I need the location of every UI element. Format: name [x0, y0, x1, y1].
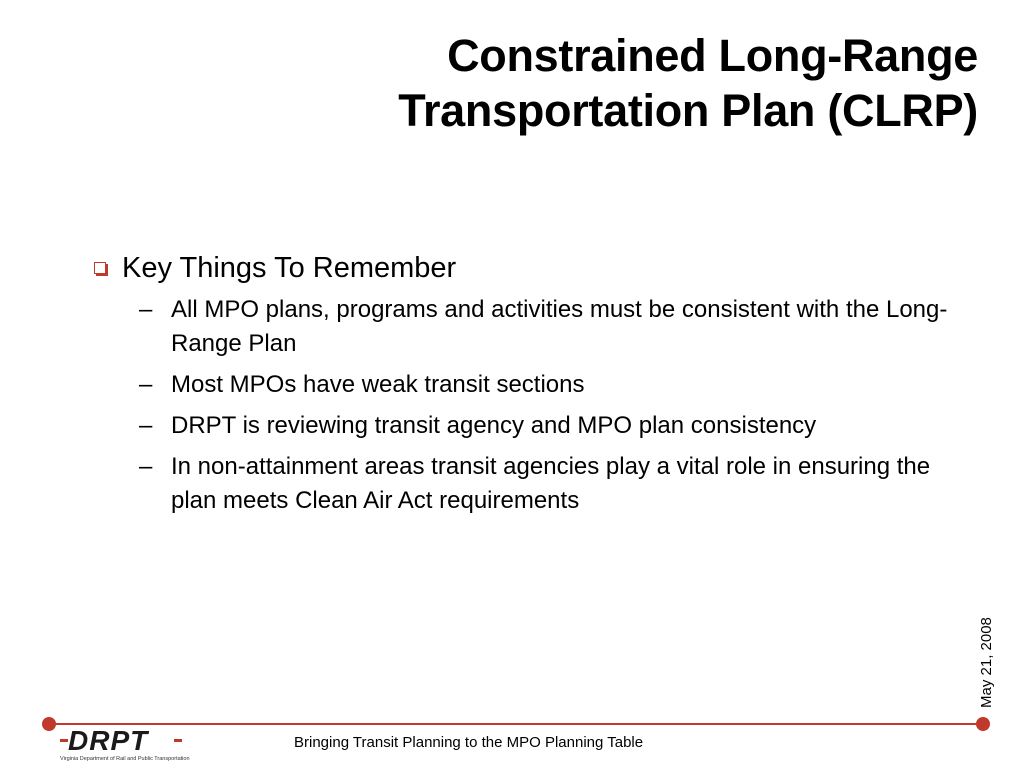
- dash-marker: –: [139, 296, 153, 323]
- bullet-label: Key Things To Remember: [122, 252, 457, 284]
- slide-body: [92, 247, 972, 525]
- sub-bullet-text: DRPT is reviewing transit agency and MPO plan consistency: [171, 412, 817, 439]
- dash-marker: –: [139, 371, 153, 398]
- logo-dash-left: [60, 739, 68, 742]
- drpt-logo: [60, 726, 200, 766]
- sub-bullet-item: [139, 409, 972, 443]
- logo-dash-right: [174, 739, 182, 742]
- slide-date: May 21, 2008: [978, 617, 995, 708]
- slide-title: [218, 28, 978, 138]
- sub-bullet-text: In non-attainment areas transit agencies play a vital role in ensuring the plan meets Clean Air Act requirements: [171, 453, 931, 514]
- sub-bullet-list: [92, 293, 972, 518]
- bullet-key-things: [92, 247, 972, 289]
- dash-marker: –: [139, 412, 153, 439]
- dash-marker: –: [139, 453, 153, 480]
- footer-text: Bringing Transit Planning to the MPO Planning Table: [294, 734, 644, 751]
- footer-divider: [50, 723, 985, 725]
- sub-bullet-item: [139, 293, 972, 361]
- sub-bullet-item: [139, 368, 972, 402]
- hollow-square-checkbox-icon: [94, 262, 106, 274]
- sub-bullet-text: Most MPOs have weak transit sections: [171, 371, 585, 398]
- sub-bullet-text: All MPO plans, programs and activities must be consistent with the Long-Range Plan: [171, 296, 948, 357]
- footer-divider-dot-right: [976, 717, 990, 731]
- slide-title-line-2: Transportation Plan (CLRP): [398, 85, 978, 136]
- sub-bullet-item: [139, 450, 972, 518]
- logo-caption: Virginia Department of Rail and Public Transportation: [60, 756, 190, 762]
- slide-title-line-1: Constrained Long-Range: [447, 30, 978, 81]
- footer-divider-dot-left: [42, 717, 56, 731]
- logo-wordmark: DRPT: [68, 725, 149, 756]
